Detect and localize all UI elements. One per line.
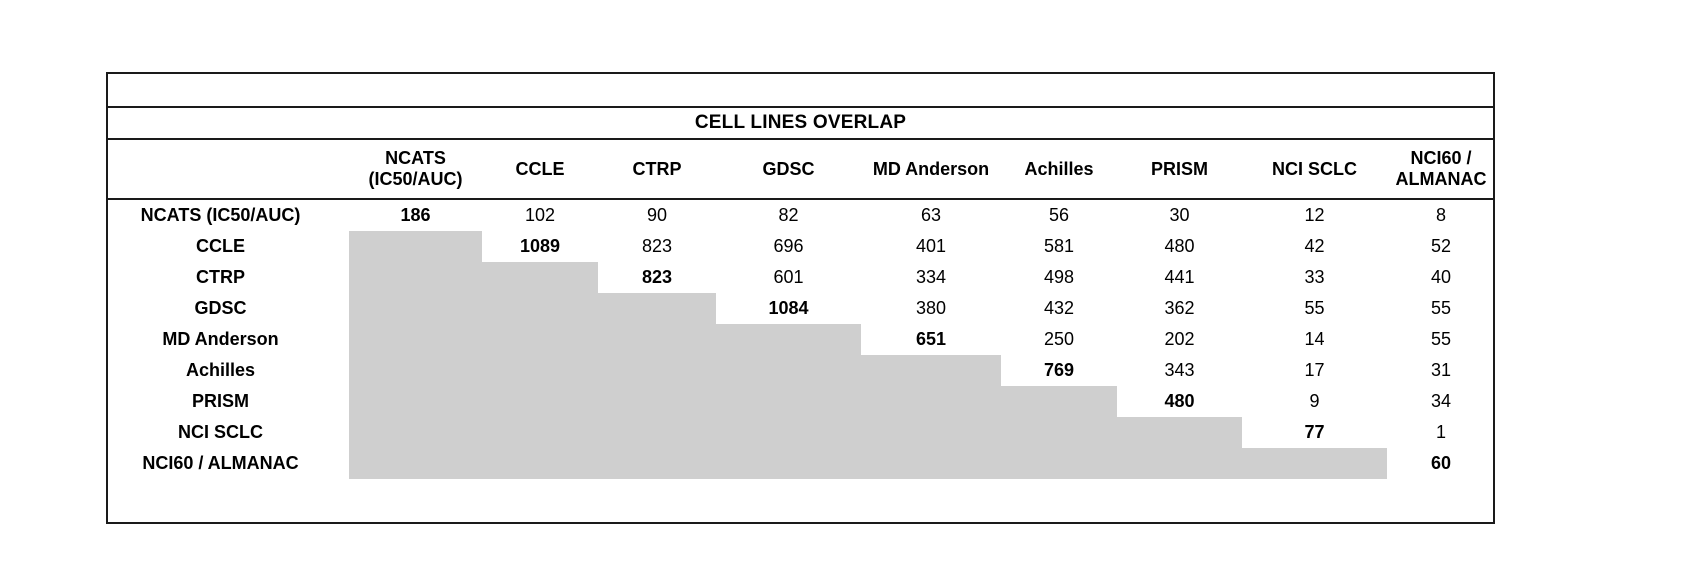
cell-8-6 [1117,448,1242,479]
cell-1-1: 1089 [519,236,561,256]
cell-8-5 [1001,448,1117,479]
cell-7-1 [482,417,598,448]
cell-0-3: 82 [778,205,799,225]
table-row [106,386,1495,417]
cell-1-8: 52 [1430,236,1452,256]
header-col-gdsc: GDSC [762,158,815,179]
cell-4-6: 202 [1164,329,1195,349]
cell-4-8: 55 [1430,329,1452,349]
row-head-achilles: Achilles [185,360,256,380]
cell-3-4: 380 [915,298,947,318]
cell-8-0 [349,448,482,479]
cell-6-0 [349,386,482,417]
table-row [106,355,1495,386]
cell-6-7: 9 [1309,391,1320,411]
cell-0-0: 186 [400,205,431,225]
header-row [106,140,1495,199]
table-row [106,293,1495,324]
cell-8-8: 60 [1430,453,1452,473]
header-col-ncats-line2: (IC50/AUC) [368,169,463,189]
row-head-ncats: NCATS (IC50/AUC) [140,205,301,225]
row-head-md-anderson: MD Anderson [162,329,279,349]
cell-1-6: 480 [1164,236,1195,256]
table-row [106,448,1495,479]
cell-3-2 [598,293,716,324]
table-body [106,199,1495,479]
header-col-achilles: Achilles [1024,158,1094,179]
header-col-prism: PRISM [1150,158,1208,179]
header-corner [106,140,349,199]
cell-8-4 [861,448,1001,479]
cell-3-6: 362 [1164,298,1195,318]
cell-0-4: 63 [920,205,942,225]
cell-5-2 [598,355,716,386]
cell-1-4: 401 [915,236,947,256]
cell-1-3: 696 [773,236,804,256]
cell-7-2 [598,417,716,448]
cell-7-6 [1117,417,1242,448]
header-col-nci60-line2: ALMANAC [1395,169,1487,189]
cell-0-5: 56 [1048,205,1070,225]
cell-1-7: 42 [1304,236,1325,256]
cell-3-7: 55 [1304,298,1325,318]
cell-2-5: 498 [1043,267,1075,287]
cell-3-8: 55 [1430,298,1452,318]
cell-2-4: 334 [915,267,947,287]
cell-0-6: 30 [1169,205,1190,225]
cell-1-2: 823 [641,236,673,256]
cell-8-2 [598,448,716,479]
cell-1-5: 581 [1043,236,1075,256]
header-col-ncats [349,140,482,199]
cell-2-7: 33 [1304,267,1325,287]
cell-0-1: 102 [524,205,556,225]
cell-1-0 [349,231,482,262]
cell-8-1 [482,448,598,479]
cell-6-2 [598,386,716,417]
cell-3-3: 1084 [768,298,809,318]
cell-6-5 [1001,386,1117,417]
header-col-md-anderson: MD Anderson [872,158,990,179]
cell-5-1 [482,355,598,386]
row-head-ccle: CCLE [196,236,245,256]
cell-4-2 [598,324,716,355]
cell-4-3 [716,324,861,355]
table-row [106,199,1495,231]
cell-4-7: 14 [1304,329,1325,349]
row-head-prism: PRISM [191,391,249,411]
header-col-nci-sclc: NCI SCLC [1272,158,1357,179]
header-col-ctrp: CTRP [632,158,682,179]
cell-3-5: 432 [1043,298,1075,318]
cell-6-6: 480 [1164,391,1195,411]
table-top-spacer [106,72,1495,106]
cell-7-4 [861,417,1001,448]
cell-3-0 [349,293,482,324]
cell-2-2: 823 [641,267,673,287]
cell-6-3 [716,386,861,417]
cell-2-6: 441 [1164,267,1195,287]
row-head-gdsc: GDSC [194,298,247,318]
cell-5-4 [861,355,1001,386]
cell-0-8: 8 [1435,205,1446,225]
cell-5-6: 343 [1164,360,1195,380]
cell-2-1 [482,262,598,293]
header-col-ncats-line1: NCATS [385,148,446,168]
cell-5-7: 17 [1304,360,1325,380]
header-col-nci60-almanac [1387,140,1495,199]
table-row [106,262,1495,293]
cell-6-4 [861,386,1001,417]
cell-4-0 [349,324,482,355]
cell-7-3 [716,417,861,448]
cell-6-8: 34 [1430,391,1452,411]
header-col-nci60-line1: NCI60 / [1410,148,1472,168]
cell-5-8: 31 [1430,360,1452,380]
cell-5-5: 769 [1043,360,1075,380]
cell-2-3: 601 [773,267,804,287]
table-row [106,417,1495,448]
cell-0-2: 90 [646,205,668,225]
cell-3-1 [482,293,598,324]
cell-8-3 [716,448,861,479]
table-row [106,324,1495,355]
cell-6-1 [482,386,598,417]
table-header [106,140,1495,199]
cell-7-5 [1001,417,1117,448]
cell-0-7: 12 [1304,205,1325,225]
row-head-nci-sclc: NCI SCLC [178,422,263,442]
header-col-ccle: CCLE [515,158,565,179]
cell-4-1 [482,324,598,355]
cell-7-0 [349,417,482,448]
table-title: CELL LINES OVERLAP [106,106,1495,140]
cell-2-0 [349,262,482,293]
cell-7-7: 77 [1304,422,1325,442]
table-row [106,231,1495,262]
cell-5-0 [349,355,482,386]
row-head-nci60-almanac: NCI60 / ALMANAC [142,453,299,473]
cell-5-3 [716,355,861,386]
cell-7-8: 1 [1435,422,1446,442]
cell-2-8: 40 [1430,267,1452,287]
row-head-ctrp: CTRP [196,267,245,287]
cell-4-4: 651 [915,329,947,349]
cell-lines-overlap-table [106,140,1495,479]
cell-4-5: 250 [1043,329,1075,349]
cell-8-7 [1242,448,1387,479]
